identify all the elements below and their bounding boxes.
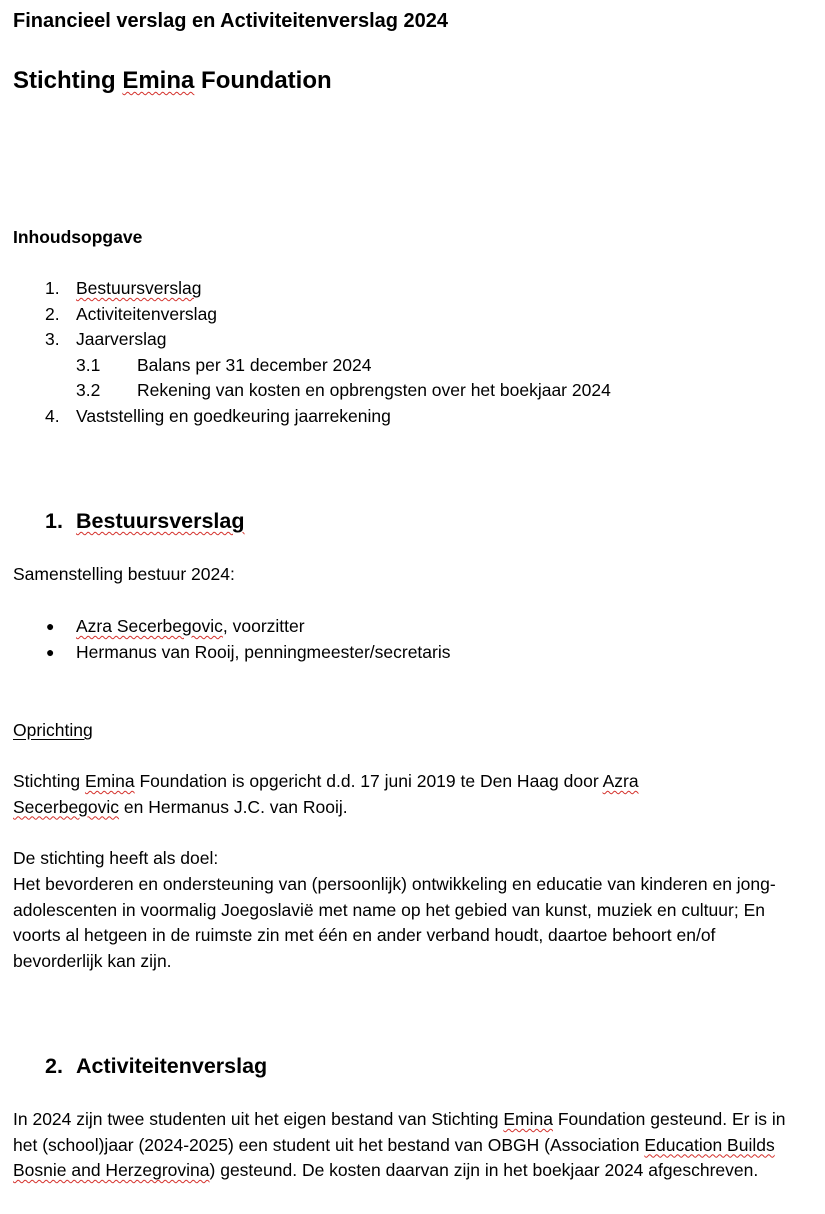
board-list — [13, 614, 451, 666]
toc-subitem-label: Rekening van kosten en opbrengsten over het boekjaar 2024 — [137, 380, 611, 401]
text-run: Education Builds Bosnie and Herzegrovina — [13, 1134, 775, 1181]
document-title: Financieel verslag en Activiteitenverslag 2024 — [13, 10, 449, 32]
toc-item-number: 3. — [45, 329, 60, 350]
toc-item — [13, 302, 611, 328]
section-number: 1. — [45, 509, 63, 533]
bullet-icon: ● — [46, 618, 55, 634]
section-number: 2. — [45, 1054, 63, 1078]
toc-item-label: Jaarverslag — [76, 329, 167, 350]
board-intro: Samenstelling bestuur 2024: — [13, 564, 235, 584]
toc-item-label: Bestuursverslag — [76, 278, 202, 298]
text-run: Emina — [503, 1109, 553, 1129]
toc-subitem — [13, 353, 611, 379]
toc-subitem-number: 3.1 — [76, 354, 101, 375]
org-suffix: Foundation — [194, 67, 332, 94]
goal-text: Het bevorderen en ondersteuning van (persoonlijk) ontwikkeling en educatie van kinderen en jong-adolescenten in voormalig Joegoslavië met name op het gebied van kunst, muziek en cultuur; En voorts al hetgeen in de ruimste zin met één en ander verband houdt, daartoe behoort en/of bevorderlijk kan zijn. — [13, 874, 776, 971]
section-1-heading — [45, 507, 245, 535]
list-item — [13, 614, 451, 640]
toc-item-number: 4. — [45, 405, 60, 426]
section-title: Activiteitenverslag — [76, 1054, 268, 1078]
text-run: In 2024 zijn twee studenten uit het eigen bestand van Stichting — [13, 1109, 504, 1129]
board-member-name: Azra Secerbegovic — [76, 616, 223, 636]
founding-heading-text: Oprichting — [13, 720, 93, 740]
toc-heading: Inhoudsopgave — [13, 227, 143, 247]
toc-item-number: 1. — [45, 278, 60, 298]
text-run: Secerbegovic — [13, 796, 120, 817]
section-title: Bestuursverslag — [76, 509, 245, 533]
text-run: ) gesteund. De kosten daarvan zijn in het boekjaar 2024 afgeschreven. — [209, 1160, 759, 1181]
toc-item — [13, 276, 611, 302]
organization-title — [13, 66, 332, 96]
board-member-role: , penningmeester/secretaris — [234, 642, 451, 662]
toc-item — [13, 327, 611, 353]
board-member-name: Hermanus van Rooij — [76, 642, 235, 662]
board-member-role: , voorzitter — [222, 616, 305, 636]
founding-heading — [13, 718, 813, 744]
toc-item-label: Activiteitenverslag — [76, 303, 218, 324]
text-run: en Hermanus J.C. van Rooij. — [119, 796, 348, 817]
toc-subitem-label: Balans per 31 december 2024 — [137, 354, 372, 375]
toc-item-label: Vaststelling en goedkeuring jaarrekening — [76, 405, 391, 426]
text-run: Emina — [84, 771, 135, 791]
table-of-contents — [13, 276, 611, 430]
goal-intro: De stichting heeft als doel: — [13, 848, 219, 868]
list-item — [13, 640, 451, 666]
activities-paragraph — [13, 1107, 808, 1184]
org-name-word: Emina — [122, 67, 195, 94]
founding-paragraph — [13, 769, 813, 820]
toc-subitem — [13, 378, 611, 404]
section-2-heading — [45, 1052, 267, 1080]
toc-item — [13, 404, 611, 430]
text-run: Foundation gesteund. Er is in het (school)jaar (2024-2025) een student uit het bestand van OBGH (Association — [13, 1109, 786, 1155]
toc-item-number: 2. — [45, 303, 60, 324]
toc-subitem-number: 3.2 — [76, 380, 101, 401]
text-run: Foundation is opgericht d.d. 17 juni 2019 te Den Haag door — [134, 771, 603, 791]
text-run: Stichting — [13, 771, 85, 791]
text-run: Azra — [602, 771, 639, 791]
org-prefix: Stichting — [13, 67, 123, 94]
bullet-icon: ● — [46, 644, 55, 660]
